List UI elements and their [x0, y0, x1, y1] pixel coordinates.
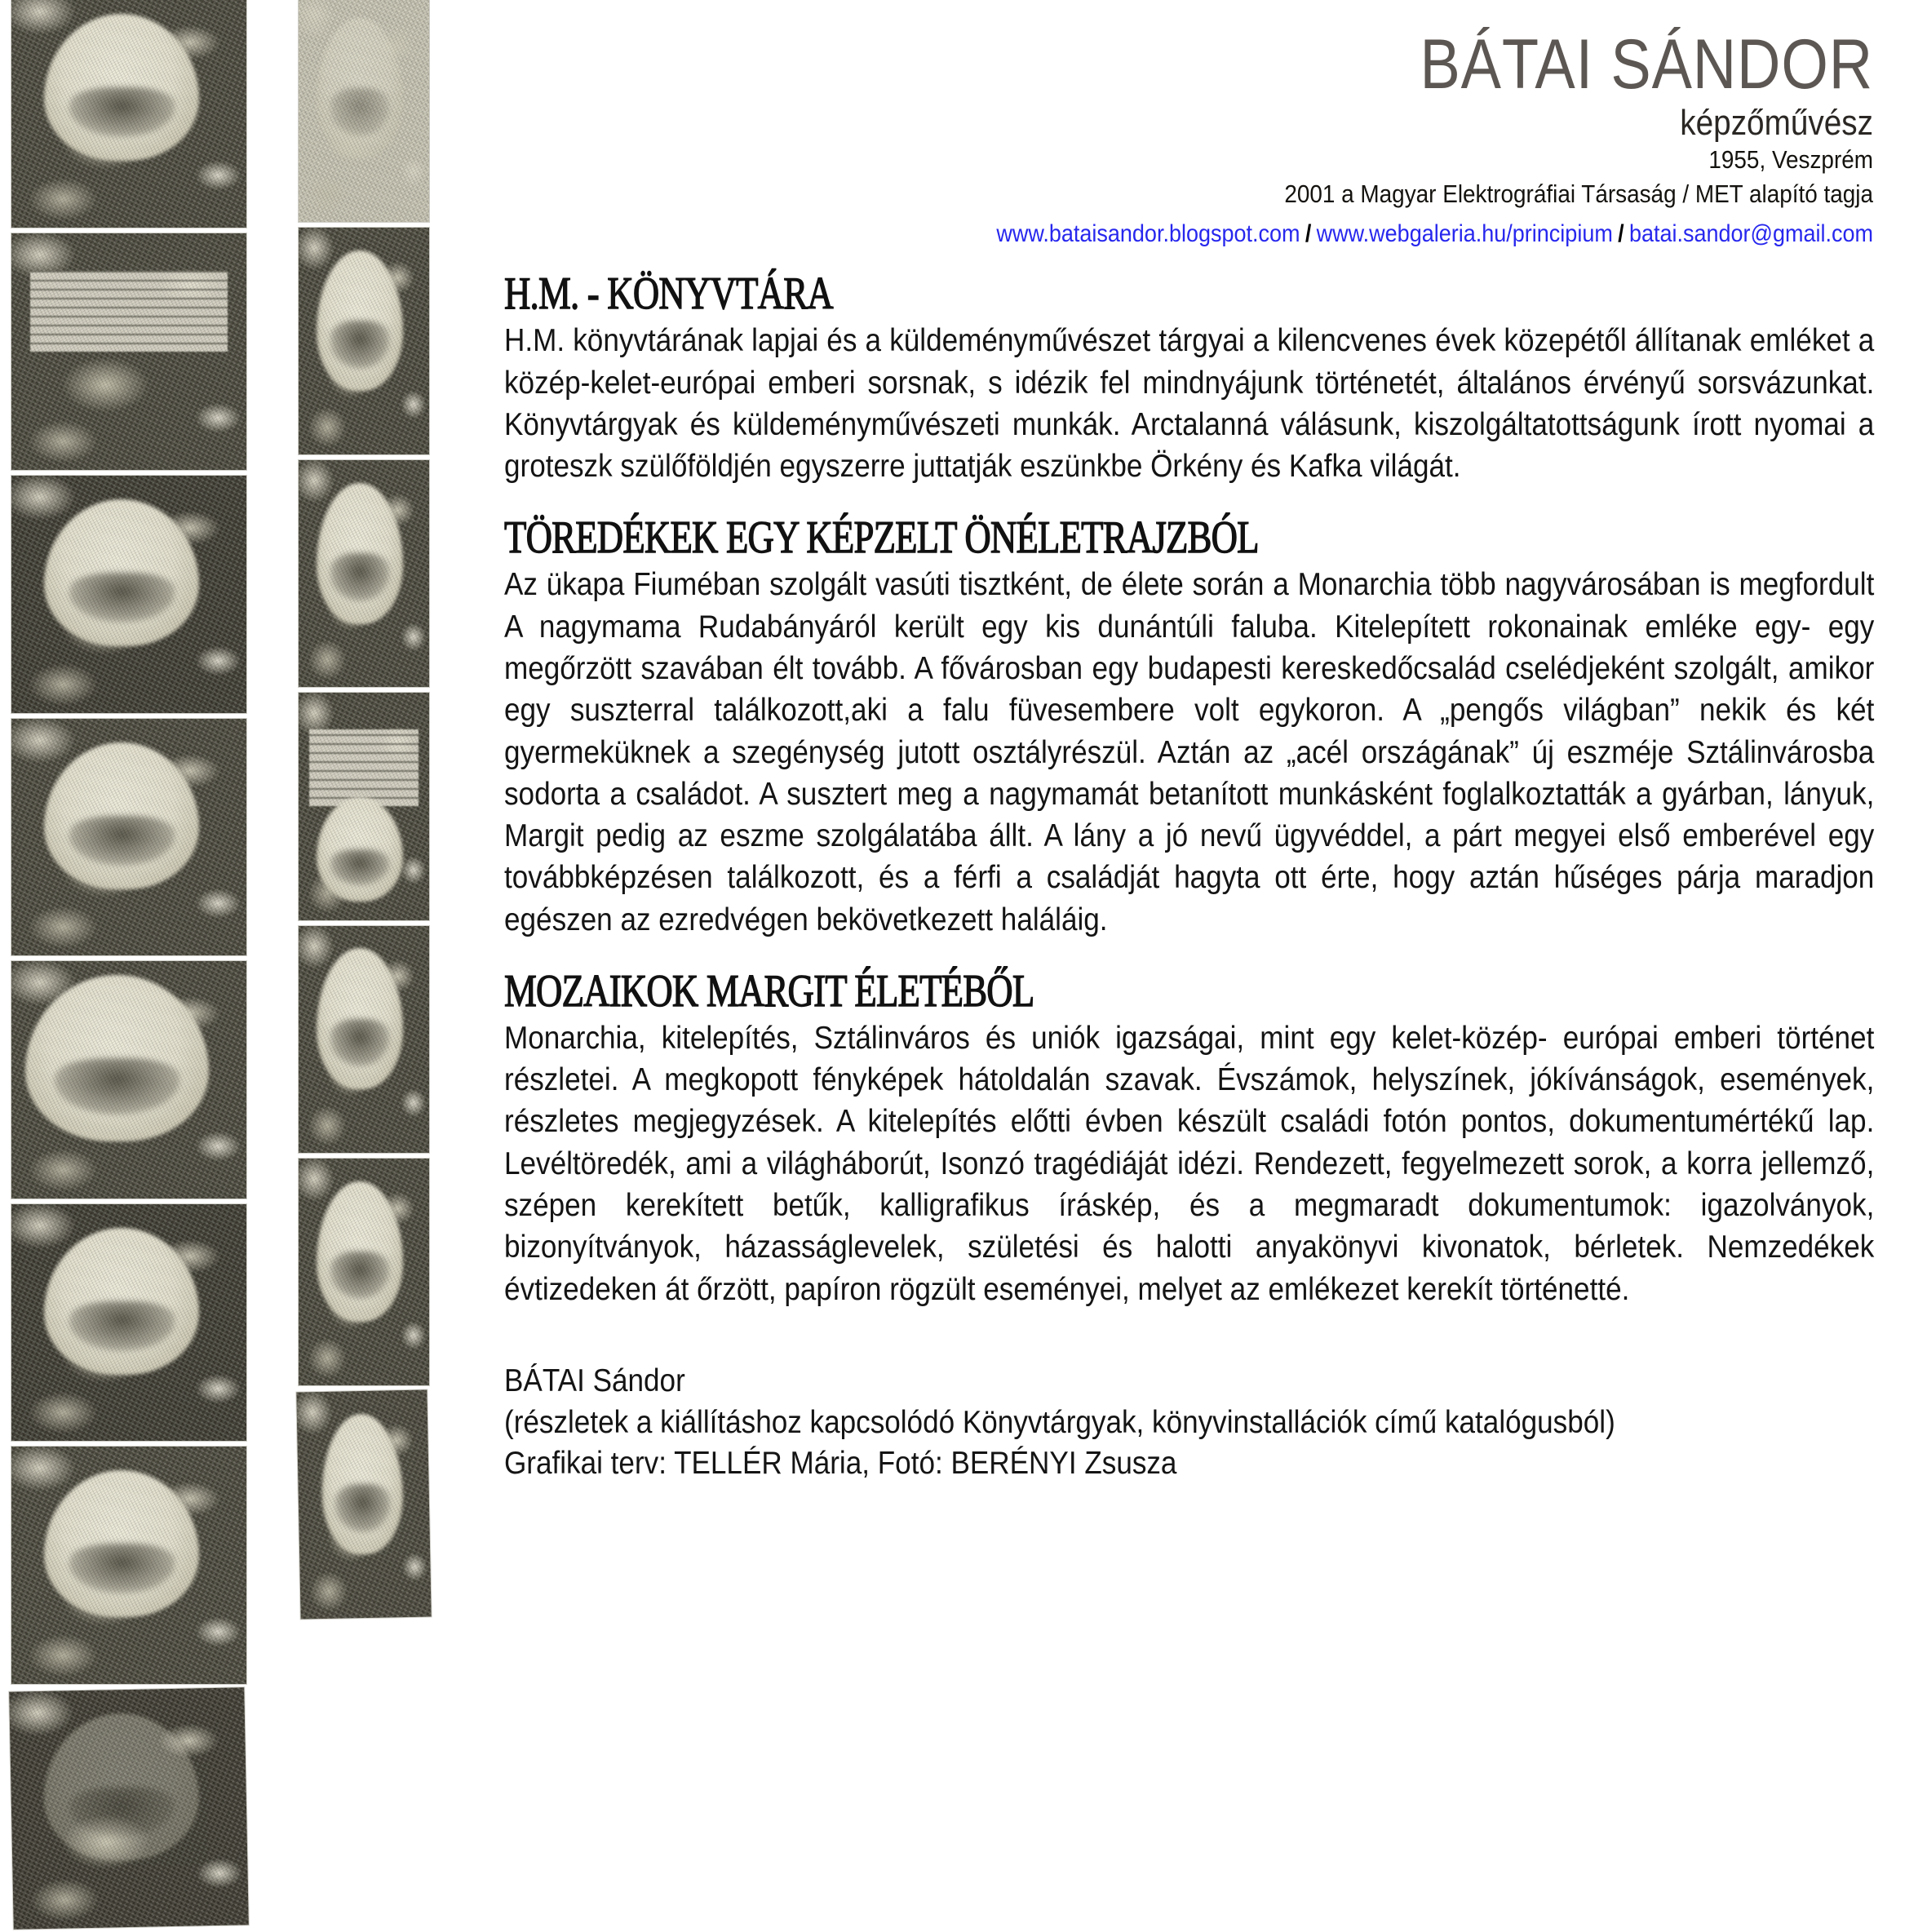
section-body: H.M. könyvtárának lapjai és a küldeményművészet tárgyai a kilencvenes évek közepétől állítanak emléket a közép-kelet-európai emberi sorsnak, s idézik fel mindnyájunk történetét, általános érvényű sorsvázunkat. Könyvtárgyak és küldeményművészeti munkák. Arctalanná válásunk, kiszolgáltatottságunk írott nyomai a groteszk szülőföldjén egyszerre juttatják eszünkbe Örkény és Kafka világát.	[504, 323, 1875, 485]
photo-panel	[11, 719, 246, 956]
artist-membership: 2001 a Magyar Elektrográfiai Társaság / MET alapító tagja	[1284, 179, 1873, 209]
section-body: Az ükapa Fiuméban szolgált vasúti tisztként, de élete során a Monarchia több nagyvárosában is megfordult A nagymama Rudabányáról került egy kis dunántúli faluba. Kitelepített rokonainak emléke egy- egy megőrzött szavában élt tovább. A fővárosban egy budapesti kereskedőcsalád cselédjeként szolgált, amikor egy suszterral találkozott,aki a falu füvesembere volt egykoron. A „pengős világban” nekik és két gyermeküknek a szegénység jutott osztályrészül. Aztán az „acél országának” új eszméje Sztálinvárosba sodorta a családot. A susztert meg a nagymamát betanított munkásként foglalkoztatták a gyárban, lányuk, Margit pedig az eszme szolgálatába állt. A lány a jó nevű ügyvéddel, a párt megyei első emberével egy továbbképzésen találkozott, és a férfi a családját hagyta ott érte, hogy aztán hűséges párja maradjon egészen az ezredvégen bekövetkezett haláláig.	[504, 567, 1875, 937]
section-body: Monarchia, kitelepítés, Sztálinváros és uniók igazságai, mint egy kelet-közép- európai emberi történet részletei. A megkopott fényképek hátoldalán szavak. Évszámok, helyszínek, jókívánságok, események, részletes megjegyzések. A kitelepítés előtti évben készült családi fotón pontos, dokumentumértékű lap. Levéltöredék, ami a világháborút, Isonzó tragédiáját idézi. Rendezett, fegyelmezett sorok, a korra jellemző, szépen kerekített betűk, kalligrafikus íráskép, és a megmaradt dokumentumok: igazolványok, bizonyítványok, házasságlevelek, születési és halotti anyakönyvi kivonatok, bérletek. Nemzedékek évtizedeken át őrzött, papíron rögzült eseményei, melyet az emlékezet kerekít történetté.	[504, 1020, 1875, 1307]
photo-panel	[299, 0, 429, 222]
section-mozaikok	[504, 965, 1875, 1310]
section-heading: H.M. - KÖNYVTÁRA	[504, 268, 833, 320]
photo-panel	[299, 460, 429, 687]
photo-panel	[11, 961, 246, 1199]
photo-strip-right	[299, 0, 429, 1624]
photo-panel	[299, 228, 429, 454]
photo-panel	[296, 1389, 431, 1619]
section-heading: MOZAIKOK MARGIT ÉLETÉBŐL	[504, 965, 1034, 1017]
link-email[interactable]: batai.sandor@gmail.com	[1628, 220, 1873, 248]
section-toredekek	[504, 512, 1875, 941]
credits-block	[504, 1361, 1874, 1485]
artist-role: képzőművész	[1680, 102, 1873, 143]
section-heading: TÖREDÉKEK EGY KÉPZELT ÖNÉLETRAJZBÓL	[504, 512, 1259, 564]
photo-panel	[11, 476, 246, 713]
credits-design: Grafikai terv: TELLÉR Mária, Fotó: BERÉNYI Zsusza	[504, 1446, 1177, 1482]
link-separator: /	[1305, 220, 1312, 248]
photo-panel	[11, 1204, 246, 1442]
artwork-photo-strips	[0, 0, 490, 1927]
artist-birth: 1955, Veszprém	[1708, 144, 1873, 174]
photo-panel	[299, 1159, 429, 1385]
photo-panel	[299, 693, 429, 919]
photo-panel	[11, 233, 246, 471]
link-gallery[interactable]: www.webgaleria.hu/principium	[1316, 220, 1613, 248]
contact-links	[641, 218, 1873, 250]
artist-header	[504, 0, 1873, 250]
credits-author: BÁTAI Sándor	[504, 1363, 685, 1398]
photo-panel	[9, 1687, 249, 1929]
link-blog[interactable]: www.bataisandor.blogspot.com	[996, 220, 1300, 248]
document-text-column	[504, 0, 1873, 1927]
page-title: BÁTAI SÁNDOR	[1420, 25, 1873, 104]
link-separator: /	[1618, 220, 1624, 248]
photo-panel	[299, 926, 429, 1153]
photo-panel	[11, 0, 246, 228]
section-konyvtara	[504, 268, 1875, 487]
photo-panel	[11, 1447, 246, 1684]
credits-source: (részletek a kiállításhoz kapcsolódó Könyvtárgyak, könyvinstallációk című katalógusból)	[504, 1404, 1615, 1440]
photo-strip-left	[11, 0, 246, 1932]
